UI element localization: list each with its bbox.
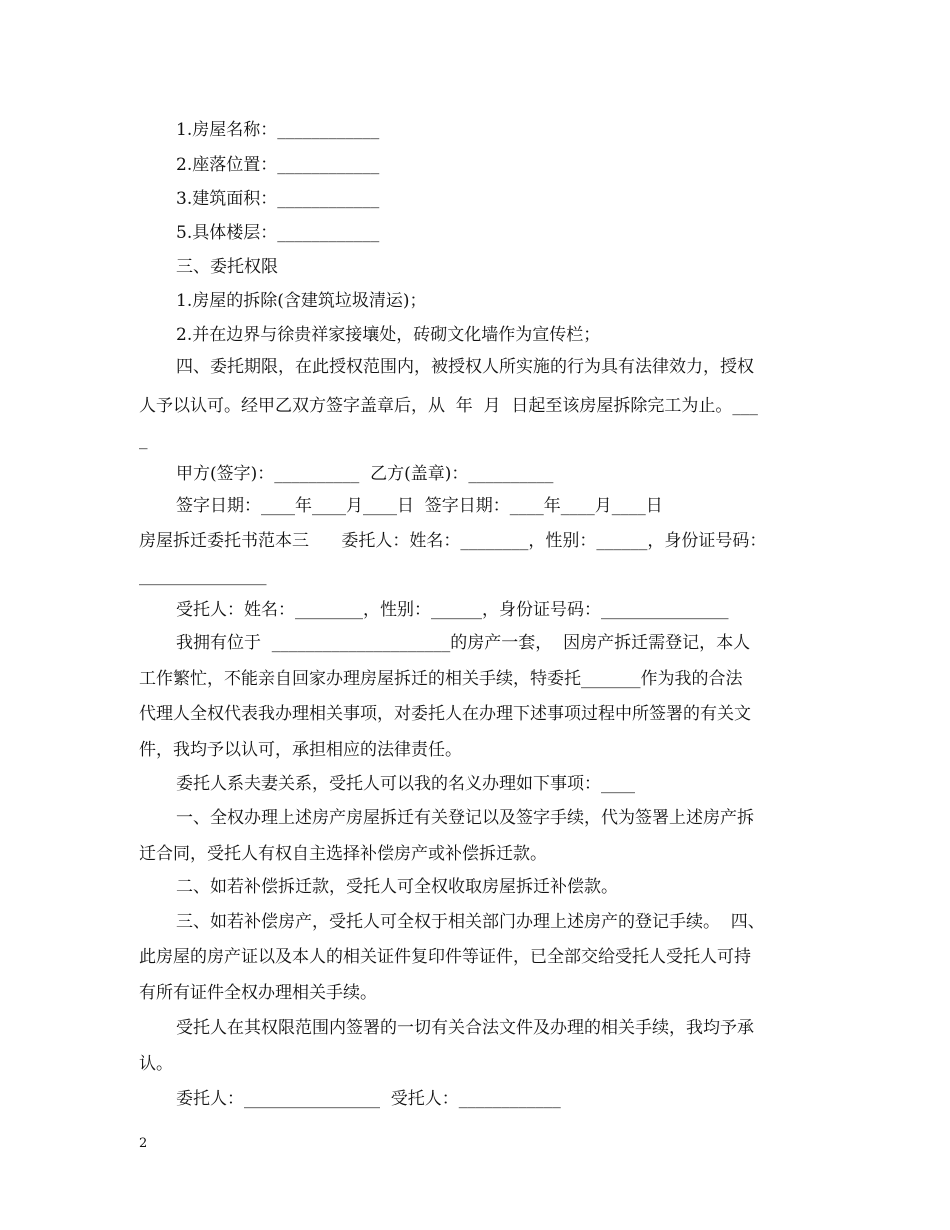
section-heading-authority: 三、委托权限 (176, 257, 278, 277)
paragraph-line: 四、委托期限，在此授权范围内，被授权人所实施的行为具有法律效力，授权 (176, 357, 754, 377)
paragraph-line: _ (139, 430, 148, 450)
paragraph-line: 件，我均予以认可，承担相应的法律责任。 (139, 740, 462, 760)
field-house-name: 1.房屋名称：____________ (176, 120, 380, 140)
paragraph-line: 我拥有位于 _____________________的房产一套， 因房产拆迁需登记，本人 (176, 633, 751, 653)
page-number: 2 (139, 1136, 148, 1151)
paragraph-line: _______________ (139, 566, 267, 586)
paragraph-line: 有所有证件全权办理相关手续。 (139, 983, 377, 1003)
agent-info-line: 受托人：姓名：________，性别：______，身份证号码：_______________ (176, 600, 729, 620)
signature-date-line: 签字日期：____年____月____日 签字日期：____年____月____日 (176, 496, 663, 516)
paragraph-line: 迁合同，受托人有权自主选择补偿房产或补偿拆迁款。 (139, 844, 547, 864)
field-floor: 5.具体楼层：____________ (176, 223, 380, 243)
paragraph-line: 认。 (139, 1054, 173, 1074)
authority-item-2: 2.并在边界与徐贵祥家接壤处，砖砌文化墙作为宣传栏； (176, 325, 601, 345)
field-location: 2.座落位置：____________ (176, 155, 380, 175)
paragraph-line: 代理人全权代表我办理相关事项，对委托人在办理下述事项过程中所签署的有关文 (139, 704, 751, 724)
paragraph-line: 受托人在其权限范围内签署的一切有关合法文件及办理的相关手续，我均予承 (176, 1018, 754, 1038)
paragraph-line: 一、全权办理上述房产房屋拆迁有关登记以及签字手续，代为签署上述房产拆 (176, 808, 754, 828)
field-building-area: 3.建筑面积：____________ (176, 189, 380, 209)
paragraph-line: 此房屋的房产证以及本人的相关证件复印件等证件，已全部交给受托人受托人可持 (139, 947, 751, 967)
paragraph-line: 三、如若补偿房产，受托人可全权于相关部门办理上述房产的登记手续。 四、 (176, 912, 765, 932)
paragraph-line: 人予以认可。经甲乙双方签字盖章后，从 年 月 日起至该房屋拆除完工为止。___ (139, 396, 758, 416)
final-signature-line: 委托人：________________ 受托人：____________ (176, 1089, 561, 1109)
paragraph-line: 工作繁忙，不能亲自回家办理房屋拆迁的相关手续，特委托_______作为我的合法 (139, 669, 743, 689)
paragraph-line: 委托人系夫妻关系，受托人可以我的名义办理如下事项：____ (176, 774, 635, 794)
authority-item-1: 1.房屋的拆除(含建筑垃圾清运)； (176, 291, 427, 311)
paragraph-line: 二、如若补偿拆迁款，受托人可全权收取房屋拆迁补偿款。 (176, 877, 618, 897)
template-title-line: 房屋拆迁委托书范本三 委托人：姓名：________，性别：______，身份证号码： (139, 531, 767, 551)
signature-line-parties: 甲方(签字)：__________ 乙方(盖章)：__________ (176, 464, 554, 484)
